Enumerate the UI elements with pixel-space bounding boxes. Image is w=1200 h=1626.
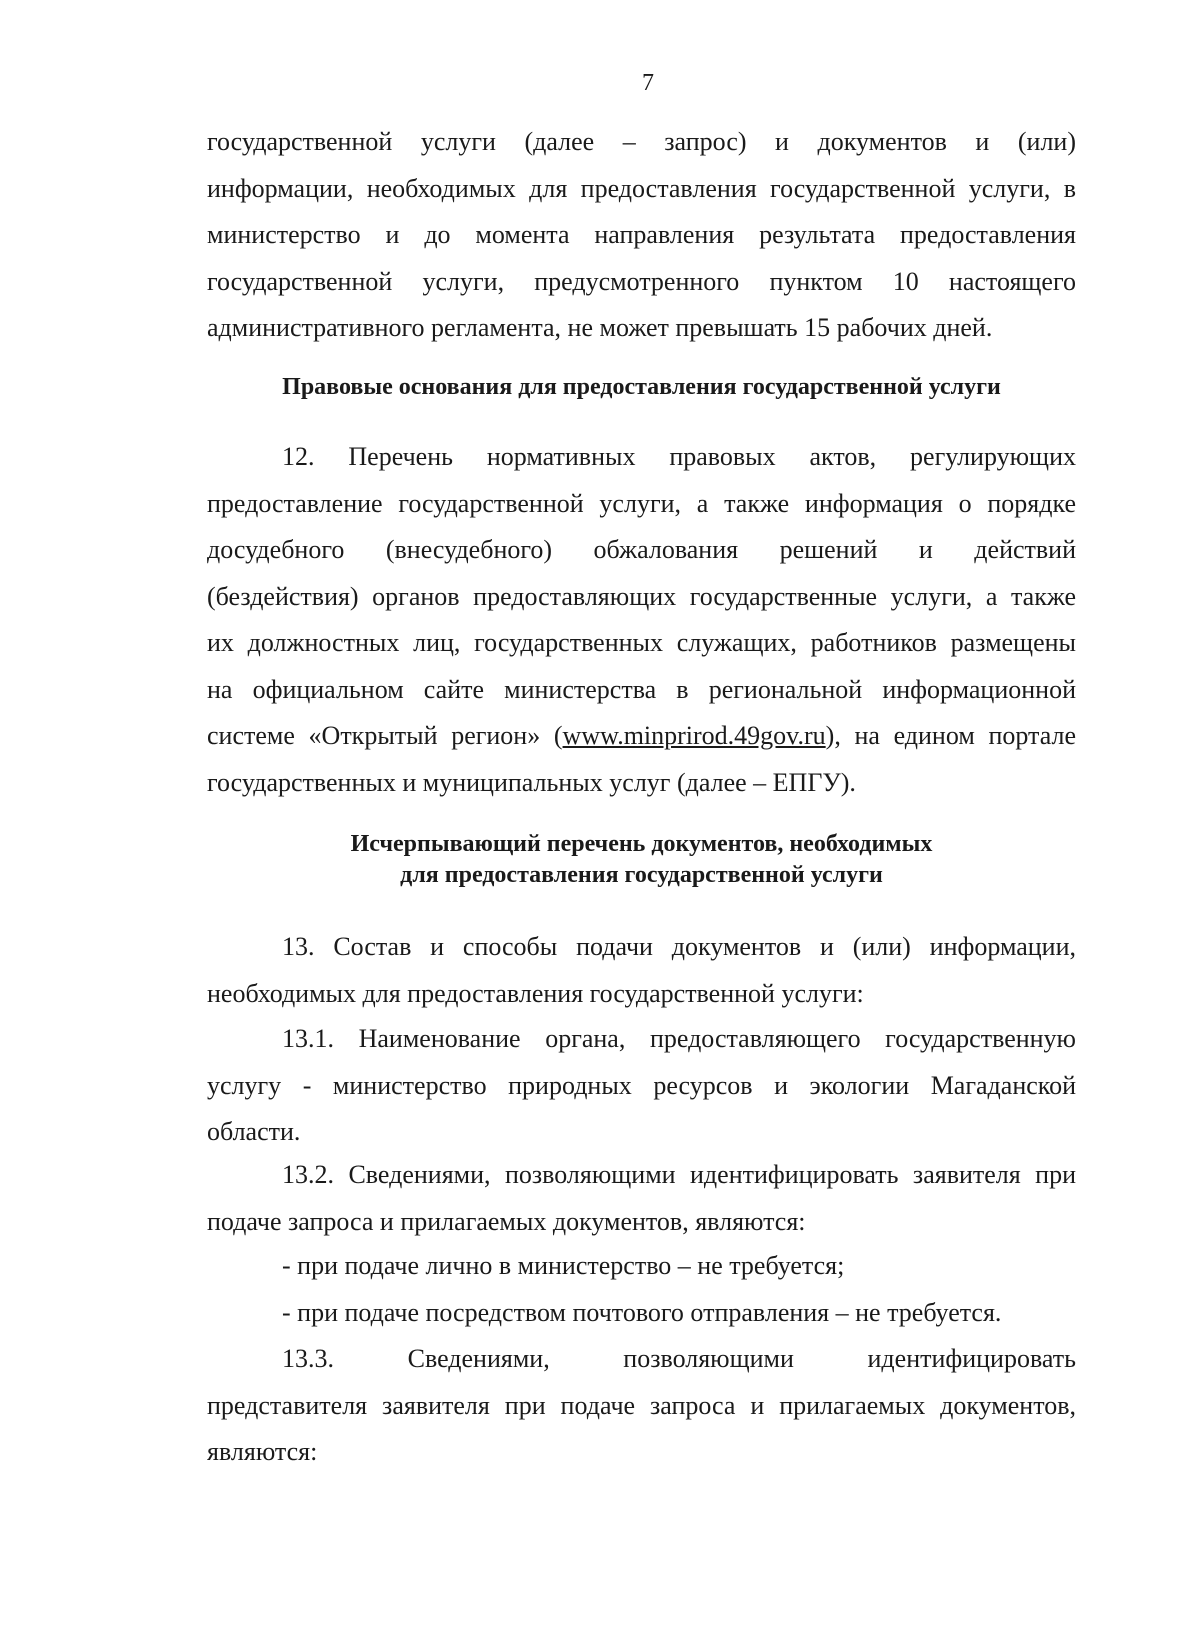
text-line: административного регламента, не может превышать 15 рабочих дней. — [207, 313, 993, 342]
text-line: государственной услуги (далее – запрос) и документов и (или) — [207, 127, 1076, 156]
text-segment: системе «Открытый регион» ( — [207, 721, 563, 750]
text-line: 13. Состав и способы подачи документов и (или) информации, — [282, 932, 1076, 961]
text-line: государственной услуги, предусмотренного пунктом 10 настоящего — [207, 266, 1076, 296]
list-item: - при подаче посредством почтового отправления – не требуется. — [282, 1297, 1002, 1327]
text-segment: ), на едином портале — [825, 721, 1076, 750]
text-line: услугу - министерство природных ресурсов и экологии Магаданской — [207, 1070, 1076, 1100]
text-line: (бездействия) органов предоставляющих государственные услуги, а также — [207, 581, 1076, 611]
text-line: предоставление государственной услуги, а также информация о порядке — [207, 488, 1076, 518]
text-line: досудебного (внесудебного) обжалования решений и действий — [207, 535, 1076, 564]
text-line: подаче запроса и прилагаемых документов, являются: — [207, 1206, 806, 1236]
bullet-list — [207, 1243, 1076, 1336]
list-item: - при подаче лично в министерство – не требуется; — [282, 1251, 845, 1280]
text-line: 12. Перечень нормативных правовых актов, регулирующих — [282, 442, 1076, 471]
section-heading-legal-basis: Правовые основания для предоставления государственной услуги — [282, 374, 1001, 400]
text-line: представителя заявителя при подаче запроса и прилагаемых документов, — [207, 1390, 1076, 1420]
text-line: на официальном сайте министерства в региональной информационной — [207, 674, 1076, 704]
section-heading-documents-list — [207, 829, 1076, 891]
text-line-with-link — [207, 713, 1076, 760]
text-line: 13.1. Наименование органа, предоставляющего государственную — [282, 1024, 1076, 1053]
text-line: информации, необходимых для предоставления государственной услуги, в — [207, 173, 1076, 203]
text-line: их должностных лиц, государственных служащих, работников размещены — [207, 628, 1076, 657]
paragraph-13-2 — [207, 1152, 1076, 1245]
paragraph-continuation — [207, 119, 1076, 352]
text-line: министерство и до момента направления результата предоставления — [207, 220, 1076, 249]
text-line: являются: — [207, 1437, 318, 1466]
paragraph-13 — [207, 924, 1076, 1017]
page-number: 7 — [642, 70, 654, 96]
website-link[interactable]: www.minprirod.49gov.ru — [562, 721, 826, 750]
text-line: необходимых для предоставления государственной услуги: — [207, 978, 864, 1008]
heading-line: для предоставления государственной услуги — [400, 862, 883, 888]
paragraph-13-1 — [207, 1016, 1076, 1156]
text-line: области. — [207, 1117, 301, 1146]
heading-line: Исчерпывающий перечень документов, необходимых — [350, 831, 933, 857]
text-line: государственных и муниципальных услуг (далее – ЕПГУ). — [207, 767, 856, 797]
paragraph-12 — [207, 434, 1076, 806]
text-line: 13.2. Сведениями, позволяющими идентифицировать заявителя при — [282, 1160, 1076, 1189]
paragraph-13-3 — [207, 1336, 1076, 1476]
text-line: 13.3. Сведениями, позволяющими идентифицировать — [282, 1344, 1076, 1373]
